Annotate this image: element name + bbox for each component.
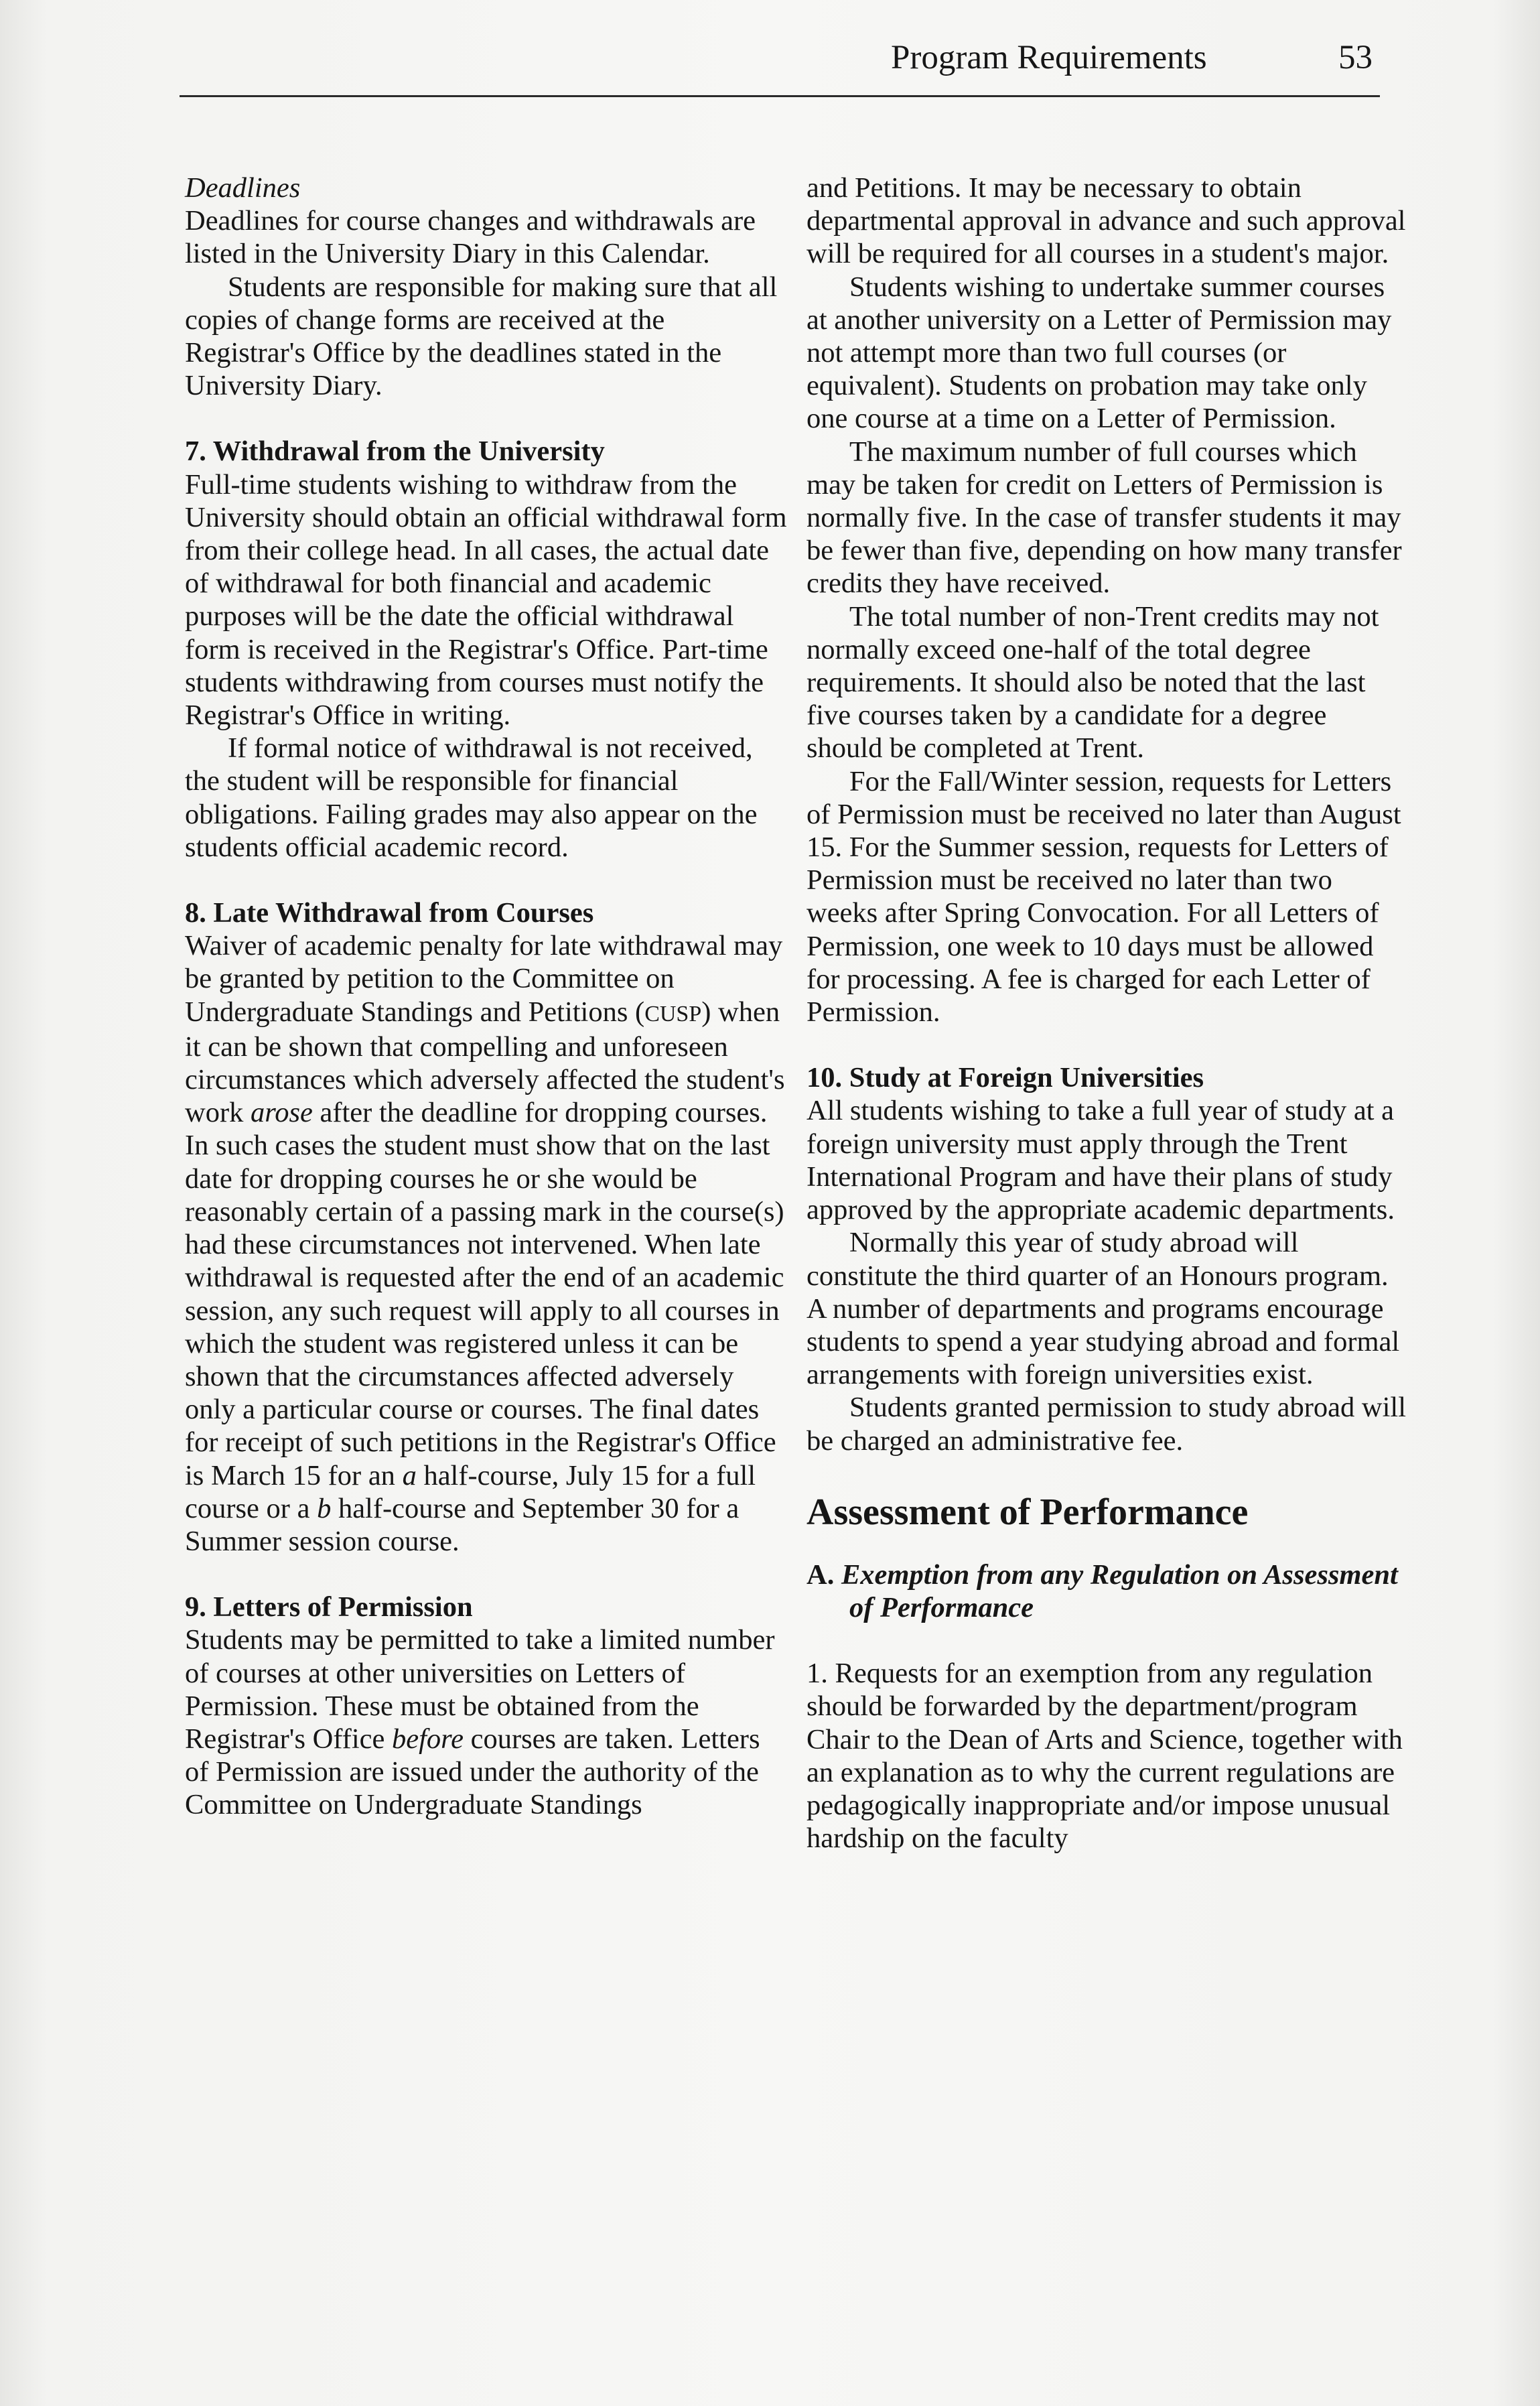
foreign-study-paragraph-3: Students granted permission to study abroad will be charged an administrative fee.: [807, 1392, 1407, 1457]
left-column: [185, 172, 788, 1822]
assessment-heading: Assessment of Performance: [807, 1491, 1249, 1533]
text-run: Students may be permitted to take a limited number of courses at other universities on Letters of Permission. These must be obtained from the Registrar's Office: [185, 1624, 775, 1755]
subsection-title: Exemption from any Regulation on Assessment of Performance: [841, 1558, 1398, 1623]
deadlines-paragraph-2: Students are responsible for making sure that all copies of change forms are received at the Registrar's Office by the deadlines stated in the University Diary.: [185, 271, 778, 402]
subsection-label: A.: [807, 1558, 835, 1591]
withdrawal-paragraph-1: Full-time students wishing to withdraw from the University should obtain an official withdrawal form from their college head. In all cases, the actual date of withdrawal for both financial and academic purposes will be the date the official withdrawal form is received in the Registrar's Office. Part-time students withdrawing from courses must notify the Registrar's Office in writing.: [185, 468, 787, 732]
emphasis-before: before: [392, 1723, 464, 1755]
lop-paragraph-1: and Petitions. It may be necessary to obtain departmental approval in advance and such approval will be required for all courses in a student's major.: [807, 172, 1406, 270]
lop-paragraph-4: The total number of non-Trent credits may not normally exceed one-half of the total degree requirements. It should also be noted that the last five courses taken by a candidate for a degree should be completed at Trent.: [807, 600, 1379, 764]
right-column: [807, 172, 1409, 1855]
emphasis-a: a: [402, 1459, 417, 1491]
foreign-study-heading: 10. Study at Foreign Universities: [807, 1062, 1204, 1094]
late-withdrawal-paragraph: [185, 929, 788, 1558]
exemption-subheading: [807, 1558, 1409, 1624]
late-withdrawal-section: [185, 896, 788, 1558]
letters-of-permission-continued: [807, 172, 1409, 1028]
letters-of-permission-paragraph: [185, 1623, 788, 1821]
late-withdrawal-heading: 8. Late Withdrawal from Courses: [185, 897, 594, 929]
lop-paragraph-5: For the Fall/Winter session, requests for Letters of Permission must be received no later than August 15. For the Summer session, requests for Letters of Permission must be received no later than two weeks after Spring Convocation. For all Letters of Permission, one week to 10 days must be allowed for processing. A fee is charged for each Letter of Permission.: [807, 765, 1401, 1028]
letters-of-permission-heading: 9. Letters of Permission: [185, 1591, 473, 1623]
assessment-section: [807, 1490, 1409, 1855]
running-head: Program Requirements: [891, 39, 1207, 76]
text-run: ) when it can be shown that compelling and unforeseen circumstances which adversely affected the student's work: [185, 996, 785, 1129]
withdrawal-section: [185, 435, 788, 864]
text-run: half-course and September 30 for a Summer session course.: [185, 1492, 740, 1557]
foreign-study-section: [807, 1061, 1409, 1457]
withdrawal-heading: 7. Withdrawal from the University: [185, 436, 605, 468]
emphasis-arose: arose: [250, 1097, 313, 1129]
text-run: Waiver of academic penalty for late withdrawal may be granted by petition to the Committee on Undergraduate Standings and Petitions (: [185, 930, 783, 1028]
exemption-paragraph-1: 1. Requests for an exemption from any regulation should be forwarded by the department/program Chair to the Dean of Arts and Science, together with an explanation as to why the current regulations are pedagogically inappropriate and/or impose unusual hardship on the faculty: [807, 1658, 1403, 1855]
page-number: 53: [1338, 39, 1373, 76]
deadlines-section: [185, 172, 788, 402]
page-header: [180, 31, 1380, 97]
deadlines-paragraph-1: Deadlines for course changes and withdrawals are listed in the University Diary in this Calendar.: [185, 205, 756, 270]
text-run: courses are taken. Letters of Permission are issued under the authority of the Committee on Undergraduate Standings: [185, 1723, 760, 1821]
foreign-study-paragraph-1: All students wishing to take a full year of study at a foreign university must apply through the Trent International Program and have their plans of study approved by the appropriate academic departments.: [807, 1095, 1395, 1226]
foreign-study-paragraph-2: Normally this year of study abroad will constitute the third quarter of an Honours program. A number of departments and programs encourage students to spend a year studying abroad and formal arrangements with foreign universities exist.: [807, 1227, 1400, 1391]
lop-paragraph-2: Students wishing to undertake summer courses at another university on a Letter of Permission may not attempt more than two full courses (or equivalent). Students on probation may take only one course at a time on a Letter of Permission.: [807, 271, 1392, 435]
lop-paragraph-3: The maximum number of full courses which may be taken for credit on Letters of Permission is normally five. In the case of transfer students it may be fewer than five, depending on how many transfer credits they have received.: [807, 436, 1402, 600]
letters-of-permission-section: [185, 1591, 788, 1821]
emphasis-b: b: [317, 1492, 332, 1524]
deadlines-subhead: Deadlines: [185, 172, 301, 204]
cusp-abbreviation: CUSP: [644, 1001, 702, 1026]
withdrawal-paragraph-2: If formal notice of withdrawal is not received, the student will be responsible for financial obligations. Failing grades may also appear on the students official academic record.: [185, 732, 758, 863]
text-run: after the deadline for dropping courses. In such cases the student must show that on the last date for dropping courses he or she would be reasonably certain of a passing mark in the course(s) had these circumstances not intervened. When late withdrawal is requested after the end of an academic session, any such request will apply to all courses in which the student was registered unless it can be shown that the circumstances affected adversely only a particular course or courses. The final dates for receipt of such petitions in the Registrar's Office is March 15 for an: [185, 1097, 784, 1491]
text-run: half-course, July 15 for a full course or a: [185, 1459, 756, 1524]
